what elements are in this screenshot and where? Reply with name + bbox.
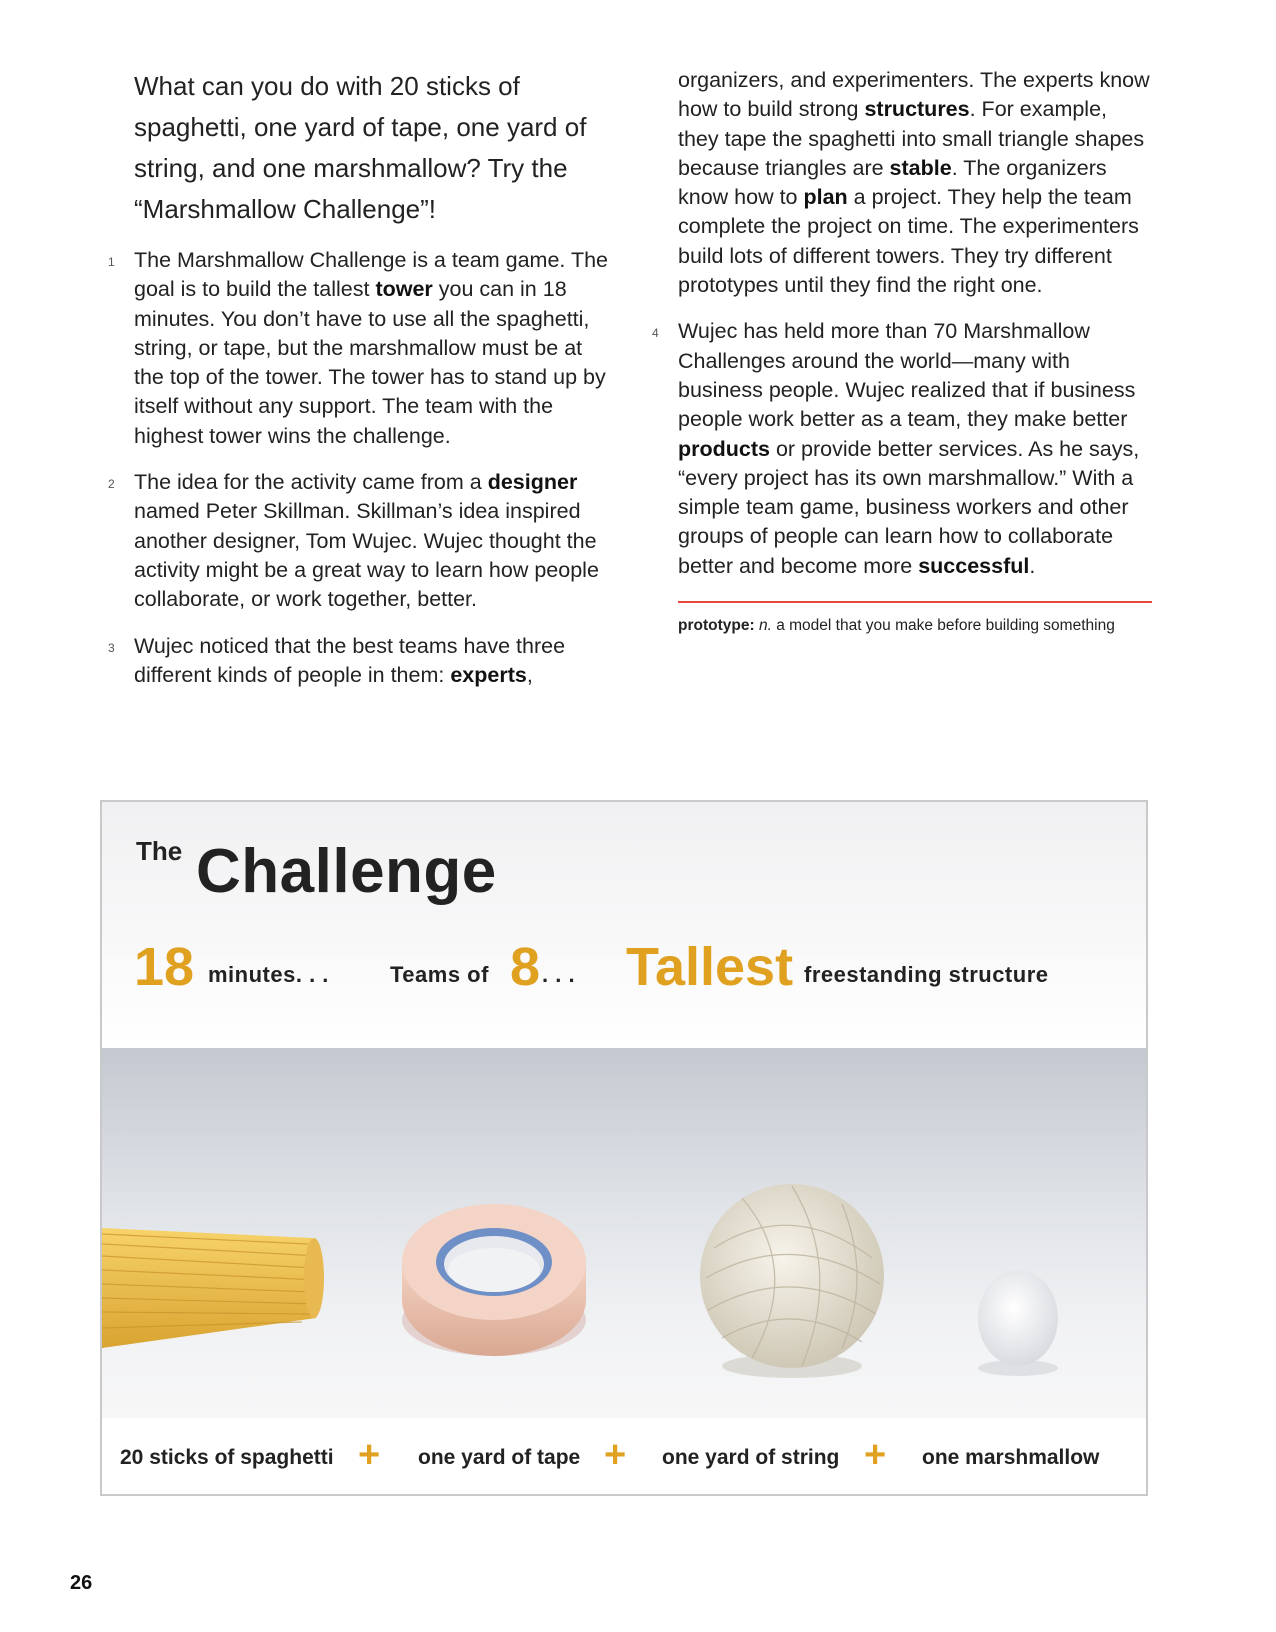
paragraph-text: organizers, and experimenters. The experts know how to build strong	[678, 68, 1150, 122]
glossary-definition: a model that you make before building something	[771, 617, 1115, 635]
paragraph-number: 2	[108, 477, 115, 492]
spaghetti-image	[102, 1228, 324, 1348]
string-ball-image	[700, 1184, 884, 1378]
stat-minutes-text: minutes. . .	[208, 962, 329, 987]
paragraph-number: 3	[108, 640, 115, 655]
paragraph-3	[108, 632, 616, 691]
materials-illustration	[102, 1048, 1146, 1418]
stat-minutes-number: 18	[134, 937, 195, 997]
challenge-header	[102, 802, 1146, 1048]
paragraph-4	[652, 317, 1152, 581]
right-column	[652, 66, 1152, 635]
stat-teams-text: Teams of	[390, 962, 489, 987]
challenge-title-prefix: The	[136, 836, 183, 866]
paragraph-number: 1	[108, 255, 115, 269]
vocab-word-products: products	[678, 436, 770, 461]
challenge-title: Challenge	[196, 837, 497, 906]
stat-teams-number: 8	[510, 937, 541, 997]
stat-teams-ellipsis: . . .	[542, 962, 576, 987]
ingredient-string: one yard of string	[662, 1446, 840, 1469]
paragraph-text: Wujec noticed that the best teams have three different kinds of people in them:	[134, 633, 566, 687]
paragraph-text: The idea for the activity came from a	[134, 470, 488, 495]
page-number: 26	[70, 1572, 93, 1594]
paragraph-text: . For example, they tape the spaghetti into small triangle shapes because triangles are	[678, 97, 1145, 180]
challenge-box	[100, 800, 1148, 1496]
glossary-entry	[678, 617, 1152, 635]
stat-tallest-word: Tallest	[626, 937, 794, 997]
plus-icon: +	[358, 1434, 381, 1476]
marshmallow-image	[978, 1270, 1058, 1376]
vocab-word-designer: designer	[487, 470, 578, 495]
paragraph-text: a project. They help the team complete the project on time. The experimenters build lots of different towers. They try different prototypes until they find the right one.	[678, 185, 1139, 298]
vocab-word-experts: experts	[450, 662, 527, 687]
ingredient-spaghetti: 20 sticks of spaghetti	[120, 1446, 334, 1469]
glossary-divider	[678, 601, 1152, 603]
paragraph-text: The Marshmallow Challenge is a team game. The goal is to build the tallest	[134, 248, 609, 302]
ingredient-marshmallow: one marshmallow	[922, 1446, 1100, 1469]
paragraph-text: Wujec has held more than 70 Marshmallow Challenges around the world—many with business people. Wujec realized that if business people work better as a team, they make better	[678, 319, 1136, 432]
vocab-word-plan: plan	[803, 185, 848, 210]
materials-photo	[102, 1048, 1146, 1418]
ingredients-row	[102, 1418, 1146, 1496]
paragraph-2	[108, 468, 616, 614]
paragraph-1	[108, 246, 616, 451]
ingredient-tape: one yard of tape	[418, 1446, 581, 1469]
paragraph-text: .	[1029, 553, 1036, 578]
glossary-term: prototype:	[678, 617, 755, 635]
glossary-part-of-speech: n.	[758, 617, 772, 635]
plus-icon: +	[864, 1434, 887, 1476]
paragraph-3-continued	[678, 66, 1152, 300]
paragraph-text: you can in 18 minutes. You don’t have to use all the spaghetti, string, or tape, but the marshmallow must be at the top of the tower. The tower has to stand up by itself without any support. The team with the highest tower wins the challenge.	[134, 277, 606, 448]
tape-roll-image	[402, 1204, 586, 1356]
vocab-word-successful: successful	[918, 553, 1030, 578]
intro-question: What can you do with 20 sticks of spaghetti, one yard of tape, one yard of string, and one marshmallow? Try the “Marshmallow Challenge”!	[134, 71, 587, 224]
paragraph-number: 4	[652, 326, 659, 341]
stat-structure-text: freestanding structure	[804, 962, 1049, 987]
vocab-word-structures: structures	[864, 97, 970, 122]
vocab-word-tower: tower	[375, 277, 433, 302]
paragraph-text: . The organizers know how to	[678, 155, 1107, 210]
left-column	[108, 60, 616, 707]
vocab-word-stable: stable	[889, 155, 952, 180]
paragraph-text: or provide better services. As he says, “every project has its own marshmallow.” With a simple team game, business workers and other groups of people can learn how to collaborate better and become more	[678, 436, 1140, 578]
plus-icon: +	[604, 1434, 627, 1476]
paragraph-text: ,	[526, 662, 533, 687]
paragraph-text: named Peter Skillman. Skillman’s idea inspired another designer, Tom Wujec. Wujec thought the activity might be a great way to learn how people collaborate, or work together, better.	[134, 499, 599, 612]
